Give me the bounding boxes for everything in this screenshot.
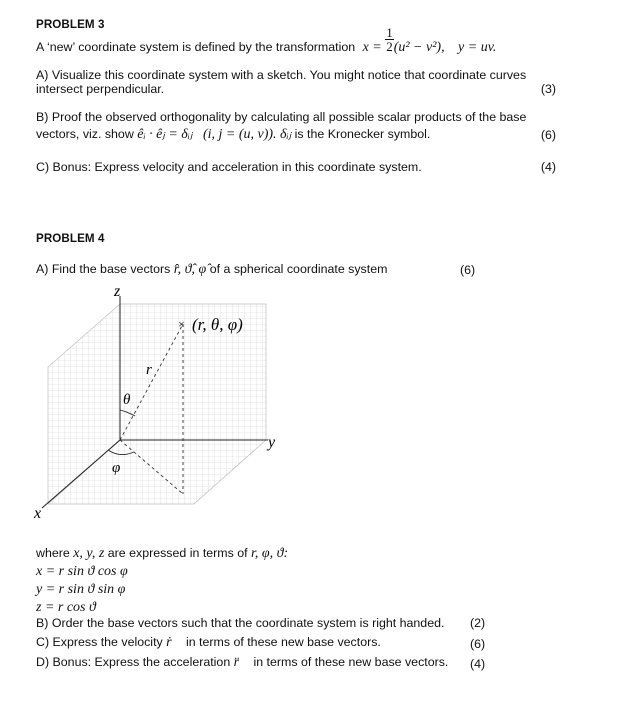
- transform-x-lhs: x =: [362, 40, 382, 55]
- problem4-partD-points: (4): [470, 657, 486, 671]
- problem4-partB-text: B) Order the base vectors such that the coordinate system is right handed.: [36, 616, 445, 630]
- transform-fraction: [385, 26, 394, 53]
- problem3-partB-line2: [36, 126, 430, 143]
- problem4-partC-points: (6): [470, 637, 486, 651]
- phi-label: φ: [112, 460, 121, 476]
- problem3-partB-suffix: is the Kronecker symbol.: [294, 127, 431, 141]
- problem4-partA: [36, 262, 387, 278]
- problem3-partA-line1: A) Visualize this coordinate system with a sketch. You might notice that coordinate curves: [36, 68, 527, 82]
- where-vars: x, y, z: [73, 546, 105, 561]
- where-mid: are expressed in terms of: [107, 546, 248, 560]
- problem4-heading: PROBLEM 4: [36, 232, 105, 245]
- where-params: r, φ, ϑ:: [251, 546, 289, 561]
- transform-x-rhs: (u² − v²),: [393, 40, 445, 55]
- problem3-partB-prefix: vectors, viz. show: [36, 127, 134, 141]
- problem3-partC-text: C) Bonus: Express velocity and acceleration in this coordinate system.: [36, 160, 422, 174]
- problem3-heading: PROBLEM 3: [36, 18, 105, 31]
- problem3-partC-points: (4): [540, 160, 556, 174]
- theta-label: θ: [123, 392, 131, 408]
- problem4-partA-prefix: A) Find the base vectors: [36, 262, 171, 276]
- transform-y: y = uv.: [458, 40, 497, 55]
- problem3-partB-math: êᵢ · êⱼ = δᵢⱼ (i, j = (u, v)). δᵢⱼ: [137, 127, 292, 142]
- y-axis-label: y: [268, 434, 276, 451]
- partD-suffix: in terms of these new base vectors.: [253, 655, 449, 669]
- problem3-intro: [36, 25, 497, 56]
- acceleration-symbol: r̈⃗: [233, 655, 251, 670]
- problem4-where-line: [36, 546, 288, 562]
- problem3-intro-text: A ‘new’ coordinate system is defined by the transformation: [36, 40, 356, 54]
- problem3-partB-points: (6): [540, 128, 556, 142]
- r-label: r: [146, 362, 152, 378]
- problem4-partB-points: (2): [470, 616, 486, 630]
- point-label: (r, θ, φ): [192, 315, 243, 334]
- equation-y: y = r sin ϑ sin φ: [36, 582, 126, 597]
- problem4-partA-points: (6): [460, 263, 476, 277]
- partC-suffix: in terms of these new base vectors.: [185, 635, 381, 649]
- where-prefix: where: [36, 546, 70, 560]
- problem3-partB-line1: B) Proof the observed orthogonality by calculating all possible scalar products of the base: [36, 110, 527, 124]
- problem4-partA-math: r̂, ϑ̂, φ̂: [173, 262, 207, 277]
- equation-x: x = r sin ϑ cos φ: [36, 564, 128, 579]
- spherical-coordinates-figure: [28, 282, 288, 522]
- partC-prefix: C) Express the velocity: [36, 635, 163, 649]
- point-marker: ×: [178, 317, 185, 331]
- problem3-partA-line2: intersect perpendicular.: [36, 82, 165, 96]
- equation-z: z = r cos ϑ: [36, 600, 96, 615]
- velocity-symbol: ṙ⃗: [166, 635, 183, 650]
- fraction-denominator: 2: [386, 39, 393, 55]
- problem3-partA-points: (3): [540, 82, 556, 96]
- problem4-partA-suffix: of a spherical coordinate system: [209, 262, 388, 276]
- partD-prefix: D) Bonus: Express the acceleration: [36, 655, 231, 669]
- problem4-partD: [36, 655, 448, 671]
- x-axis-label: x: [34, 505, 42, 522]
- fraction-numerator: 1: [386, 25, 393, 41]
- problem4-partC: [36, 635, 381, 651]
- z-axis-label: z: [114, 283, 121, 300]
